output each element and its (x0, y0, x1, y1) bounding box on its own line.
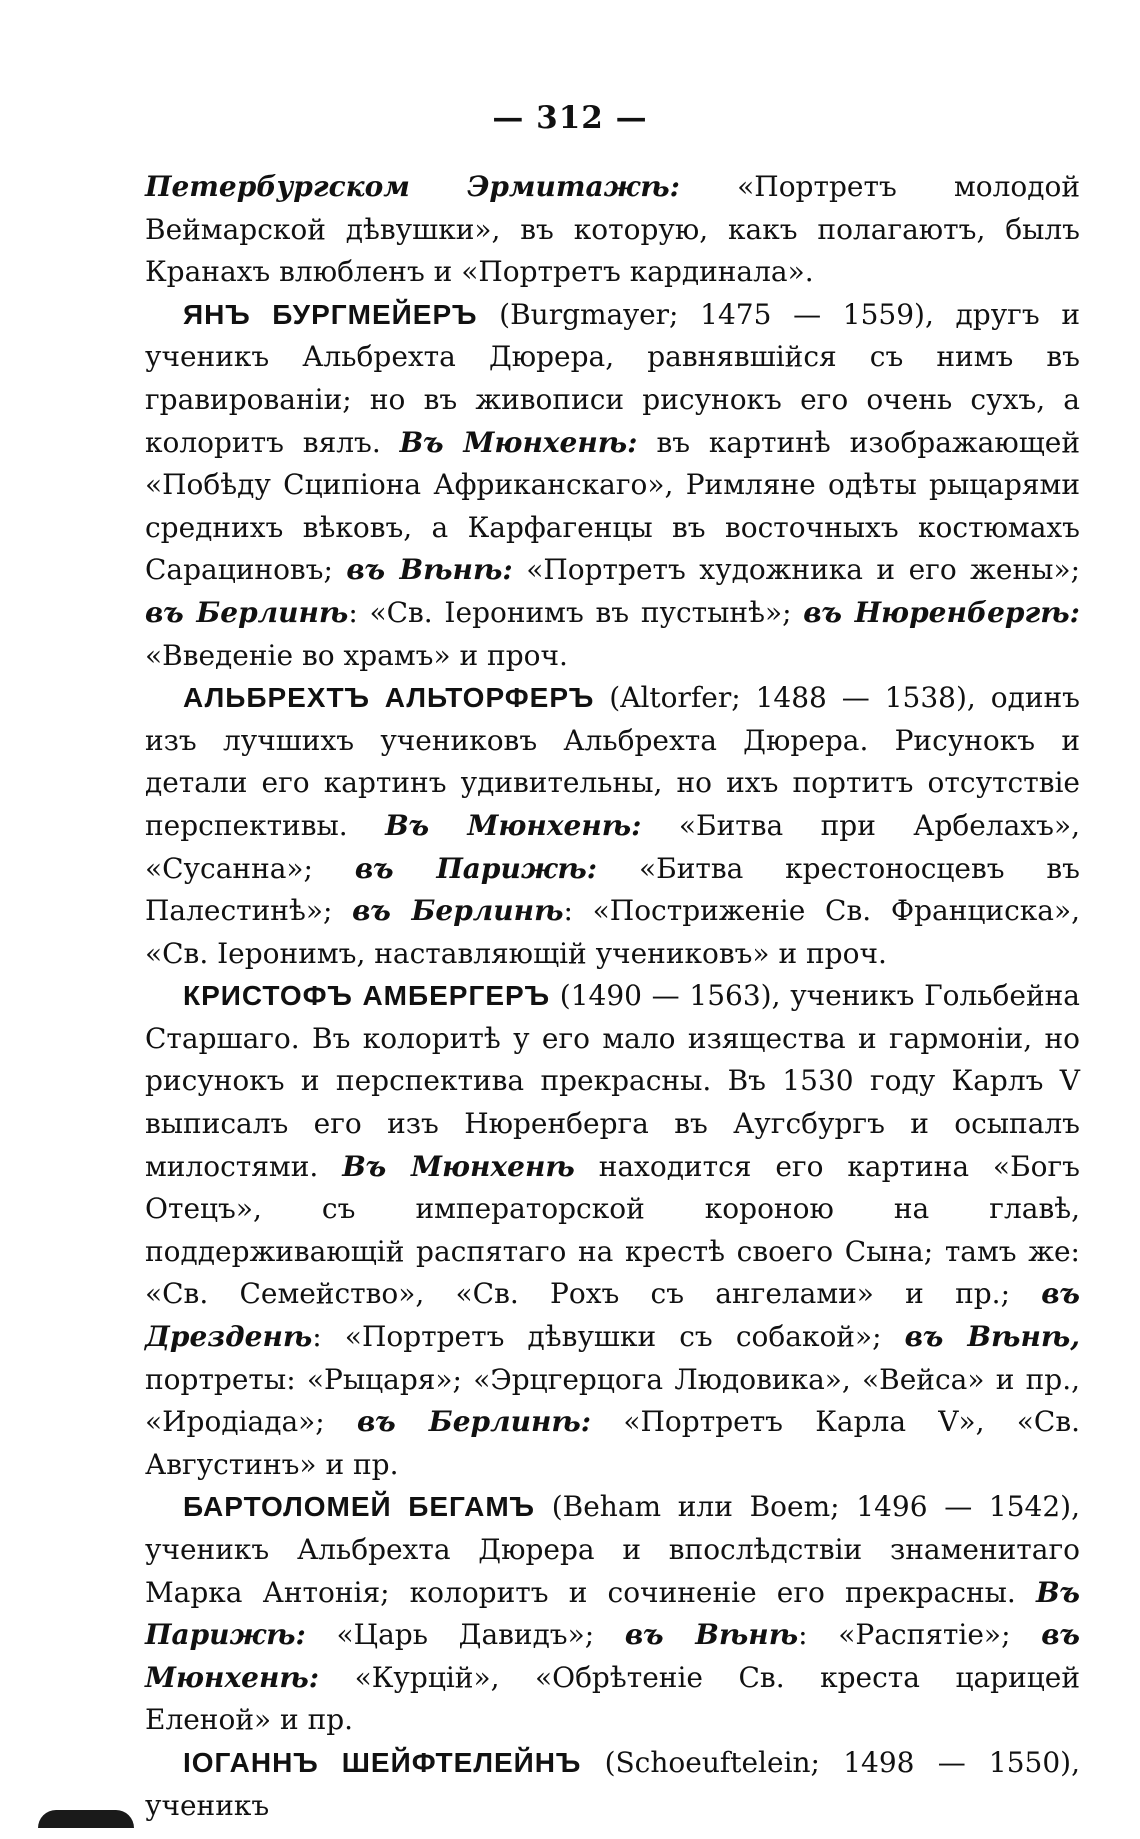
artist-name: БАРТОЛОМЕЙ БЕГАМЪ (183, 1491, 536, 1523)
artist-name: КРИСТОФЪ АМБЕРГЕРЪ (183, 980, 551, 1012)
paragraph-text: портреты: «Рыцаря»; «Эрцгерцога Людовика», «Вейса» и пр., «Иродіада»; (145, 1362, 1080, 1439)
location-label: въ Берлинѣ (352, 894, 564, 928)
paragraph-text: «Курцій», «Обрѣтеніе Св. креста царицей Еленой» и пр. (145, 1660, 1080, 1737)
artist-name: ЯНЪ БУРГМЕЙЕРЪ (183, 298, 478, 330)
paragraph-text: (Schoeuftelein; 1498 — 1550), ученикъ (145, 1745, 1081, 1822)
paragraph-text: въ картинѣ изображающей «Побѣду Сципіона Африканскаго», Римляне одѣты рыцарями среднихъ вѣковъ, а Карфагенцы въ восточныхъ костюмахъ Сарациновъ; (145, 425, 1081, 587)
location-label: въ Парижѣ: (354, 851, 598, 885)
location-label: въ Вѣнѣ: (346, 553, 513, 587)
entry-beham (145, 1486, 1080, 1742)
paragraph-text: «Портретъ художника и его жены»; (512, 553, 1081, 587)
location-label: Въ Мюнхенѣ: (385, 808, 642, 842)
paragraph-text: «Царь Давидъ»; (305, 1618, 625, 1652)
paragraph-text: (Beham или Boem; 1496 — 1542), ученикъ Альбрехта Дюрера и впослѣдствіи знаменитаго Марка Антонія; колоритъ и сочиненіе его прекрасны. (145, 1490, 1080, 1609)
page-number: — 312 — (492, 100, 648, 136)
paragraph-text: «Портретъ молодой Веймарской дѣвушки», въ которую, какъ полагаютъ, былъ Кранахъ влюбленъ и «Портретъ кардинала». (145, 170, 1080, 289)
paragraph-text: : «Портретъ дѣвушки съ собакой»; (312, 1320, 905, 1354)
location-label: Эрмитажѣ: (467, 170, 680, 203)
entry-schaeufelein (145, 1742, 1080, 1827)
ink-smudge (38, 1810, 134, 1828)
paragraph-text: (1490 — 1563), ученикъ Гольбейна Старшаго. Въ колоритѣ у его мало изящества и гармоніи, но рисунокъ и перспектива прекрасны. Въ 1530 году Карлъ V выписалъ его изъ Нюренберга въ Аугсбургъ и осыпалъ милостями. (145, 979, 1080, 1183)
location-label: въ Вѣнѣ (624, 1618, 799, 1652)
location-label: въ Вѣнѣ, (904, 1320, 1081, 1354)
paragraph-continuation (145, 166, 1080, 294)
location-label: Въ Парижѣ: (145, 1575, 1080, 1652)
location-label: въ Дрезденѣ (145, 1277, 1080, 1354)
paragraph-text: «Битва крестоносцевъ въ Палестинѣ»; (145, 851, 1080, 928)
location-label: въ Берлинѣ: (356, 1405, 592, 1439)
paragraph-text: : «Распятіе»; (798, 1618, 1042, 1652)
paragraph-text: : «Постриженіе Св. Франциска», «Св. Іеронимъ, наставляющій учениковъ» и проч. (145, 894, 1080, 970)
paragraph-text: : «Св. Іеронимъ въ пустынѣ»; (348, 595, 804, 629)
paragraph-text: «Портретъ Карла V», «Св. Августинъ» и пр. (145, 1405, 1080, 1481)
paragraph-text: (Altorfer; 1488 — 1538), одинъ изъ лучшихъ учениковъ Альбрехта Дюрера. Рисунокъ и детали его картинъ удивительны, но ихъ портитъ отсутствіе перспективы. (145, 681, 1080, 842)
entry-altorfer (145, 677, 1080, 975)
location-label: въ Мюнхенѣ: (145, 1618, 1080, 1694)
location-label: Петербургском (145, 170, 410, 203)
artist-name: АЛЬБРЕХТЪ АЛЬТОРФЕРЪ (183, 682, 595, 714)
entry-burgmayer (145, 294, 1080, 677)
location-label: въ Берлинѣ (145, 595, 349, 629)
body-text (145, 166, 1080, 1827)
location-label: Въ Мюнхенѣ: (399, 425, 638, 459)
paragraph-text: находится его картина «Богъ Отецъ», съ императорской короною на главѣ, поддерживающій распятаго на крестѣ своего Сына; тамъ же: «Св. Семейство», «Св. Рохъ съ ангелами» и пр.; (145, 1149, 1080, 1311)
location-label: въ Нюренбергѣ: (803, 595, 1080, 629)
entry-amberger (145, 975, 1080, 1486)
paragraph-text: (Burgmayer; 1475 — 1559), другъ и ученикъ Альбрехта Дюрера, равнявшійся съ нимъ въ гравированіи; но въ живописи рисунокъ его очень сухъ, а колоритъ вялъ. (145, 297, 1080, 459)
paragraph-text: «Введеніе во храмъ» и проч. (145, 638, 568, 672)
location-label: Въ Мюнхенѣ (342, 1149, 575, 1183)
artist-name: ІОГАННЪ ШЕЙФТЕЛЕЙНЪ (183, 1746, 582, 1778)
paragraph-text: «Битва при Арбелахъ», «Сусанна»; (145, 808, 1080, 885)
